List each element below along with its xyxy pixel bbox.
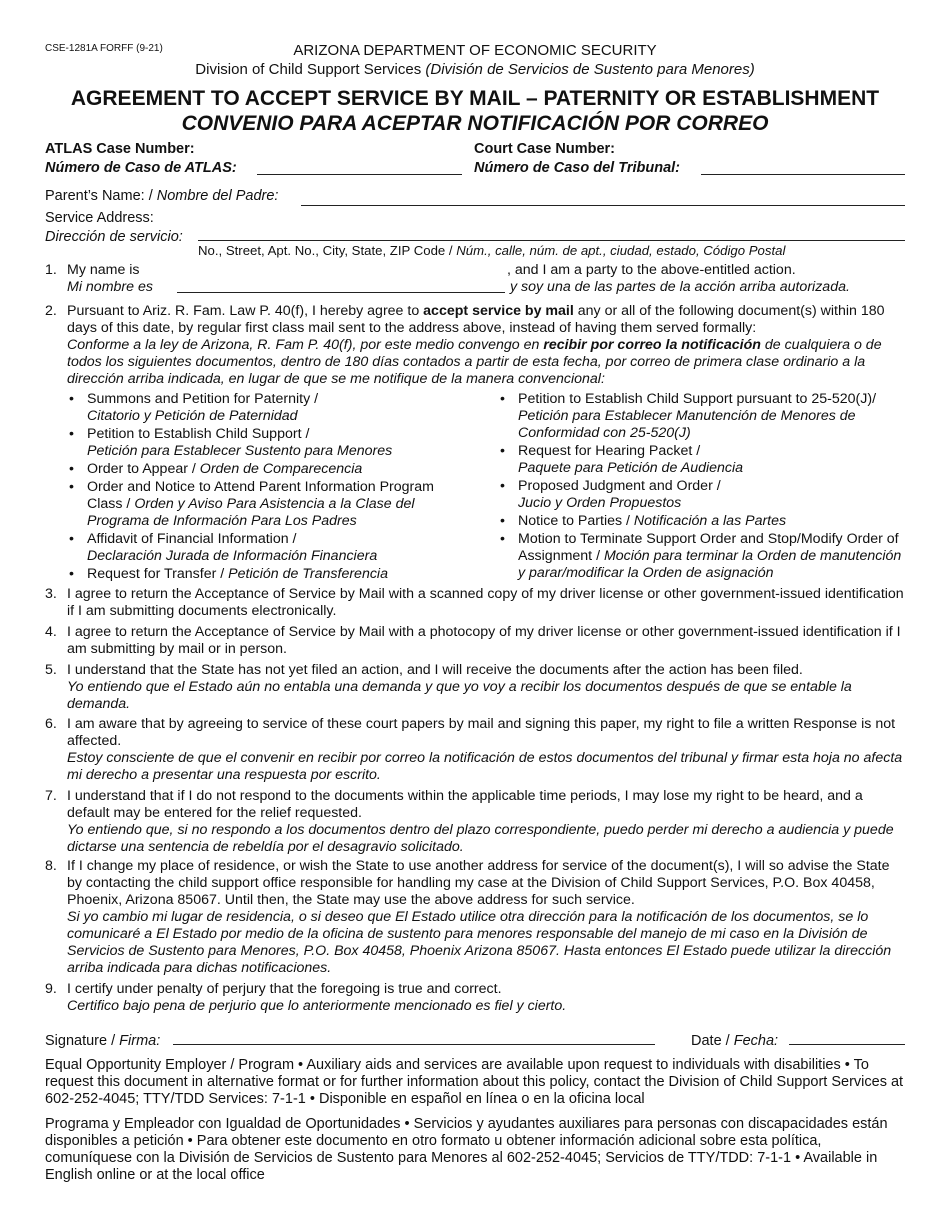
document-en: Summons and Petition for Paternity /	[87, 391, 319, 407]
date-label-es: Fecha:	[733, 1033, 779, 1049]
document-es: Declaración Jurada de Información Financiera	[87, 548, 378, 564]
address-hint	[198, 242, 785, 259]
item-6	[45, 716, 907, 784]
title-en: AGREEMENT TO ACCEPT SERVICE BY MAIL – PATERNITY OR ESTABLISHMENT	[70, 87, 880, 110]
item-text-en: I understand that if I do not respond to the documents within the applicable time periods, I may lose my right to be heard, and a default may be entered for the relief requested.	[67, 788, 863, 821]
address-hint-es: Núm., calle, núm. de apt., ciudad, estado, Código Postal	[456, 243, 786, 258]
item-7	[45, 788, 907, 856]
court-label-es: Número de Caso del Tribunal:	[474, 160, 680, 176]
form-title	[0, 86, 950, 136]
division-en: Division of Child Support Services	[195, 61, 422, 78]
item2-en	[67, 303, 907, 337]
document-es: Petición para Establecer Manutención de Menores de Conformidad con 25-520(J)	[518, 408, 856, 441]
address-hint-en: No., Street, Apt. No., City, State, ZIP Code /	[198, 243, 457, 258]
atlas-label-es: Número de Caso de ATLAS:	[45, 160, 237, 176]
document-en: Notice to Parties /	[518, 513, 634, 529]
item-text-en: I agree to return the Acceptance of Service by Mail with a photocopy of my driver license or other government-issued identification if I am submitting by mail or in person.	[67, 624, 901, 657]
footer-en: Equal Opportunity Employer / Program • Auxiliary aids and services are available upon request to individuals with disabilities • To request this document in alternative format or for further information about this policy, contact the Division of Child Support Services at 602-252-4045; TTY/TDD Services: 7-1-1 • Disponible en español en línea o en la oficina local	[45, 1057, 904, 1107]
item-num: 2.	[45, 303, 57, 319]
name-input[interactable]	[177, 292, 505, 293]
item-num: 4.	[45, 624, 57, 640]
document-es: Notificación a las Partes	[633, 513, 787, 529]
item1-a-es: Mi nombre es	[67, 279, 153, 295]
document-item	[498, 513, 908, 530]
signature-label	[45, 1032, 160, 1051]
item2-es-2: de cualquiera o de todos los siguientes documentos, dentro de 180 días contados a partir de esta fecha, por correo de primera clase ordinario a la dirección arriba indicada, en lugar de que se me notifique de la manera convencional:	[67, 337, 882, 387]
document-en: Petition to Establish Child Support pursuant to 25-520(J)/	[518, 391, 877, 407]
document-es: Petición para Establecer Sustento para Menores	[87, 443, 393, 459]
document-es: Jucio y Orden Propuestos	[518, 495, 682, 511]
document-en: Affidavit of Financial Information /	[87, 531, 297, 547]
document-en: Request for Hearing Packet /	[518, 443, 701, 459]
parent-name-label	[45, 187, 278, 206]
item2-en-2: any or all of the following document(s) within 180 days of this date, by regular first class mail sent to the address above, instead of having them served formally:	[67, 303, 885, 336]
item-1	[45, 262, 907, 296]
atlas-label-en: ATLAS Case Number:	[45, 141, 195, 157]
document-es: Orden de Comparecencia	[199, 461, 363, 477]
document-item	[67, 566, 467, 583]
item1-b-en: , and I am a party to the above-entitled action.	[507, 262, 796, 278]
item2-en-1: Pursuant to Ariz. R. Fam. Law P. 40(f), I hereby agree to	[67, 303, 424, 319]
item-num: 6.	[45, 716, 57, 732]
document-en: Motion to Terminate Support Order and Stop/Modify Order of Assignment /	[518, 531, 899, 564]
item-num: 1.	[45, 262, 57, 278]
service-address-input[interactable]	[198, 240, 905, 241]
document-es: Citatorio y Petición de Paternidad	[87, 408, 298, 424]
document-es: Paquete para Petición de Audiencia	[518, 460, 744, 476]
item-8	[45, 858, 907, 977]
court-label-en: Court Case Number:	[474, 141, 615, 157]
item-text-en: I am aware that by agreeing to service of these court papers by mail and signing this paper, my right to file a written Response is not affected.	[67, 716, 896, 749]
document-item	[498, 478, 908, 512]
division-line	[0, 60, 950, 79]
title-es: CONVENIO PARA ACEPTAR NOTIFICACIÓN POR CORREO	[181, 112, 769, 135]
documents-list-right	[498, 391, 908, 583]
item-text-en: I certify under penalty of perjury that the foregoing is true and correct.	[67, 981, 502, 997]
document-item	[498, 531, 908, 582]
item-num: 5.	[45, 662, 57, 678]
document-en: Petition to Establish Child Support /	[87, 426, 310, 442]
service-label-es: Dirección de servicio:	[45, 229, 183, 245]
signature-label-en: Signature /	[45, 1033, 120, 1049]
date-label-en: Date /	[691, 1033, 734, 1049]
documents-list-left	[67, 391, 467, 584]
parent-label-es: Nombre del Padre:	[156, 188, 279, 204]
document-en: Order to Appear /	[87, 461, 200, 477]
document-en: Proposed Judgment and Order /	[518, 478, 721, 494]
item-9	[45, 981, 907, 1015]
item-num: 8.	[45, 858, 57, 874]
item2-es-bold: recibir por correo la notificación	[543, 337, 761, 353]
document-es: Petición de Transferencia	[228, 566, 388, 582]
item-text-es: Si yo cambio mi lugar de residencia, o si deseo que El Estado utilice otra dirección para la notificación de los documentos, se lo comunicaré a El Estado por medio de la oficina de sustento para menores responsable del manejo de mi caso en la División de Servicios de Sustento para Menores, P.O. Box 40458, Phoenix Arizona 85067. Hasta entonces El Estado puede utilizar la dirección arriba indicada para dichas notificaciones.	[67, 909, 892, 976]
item-text-en: I agree to return the Acceptance of Service by Mail with a scanned copy of my driver license or other government-issued identification if I am submitting documents electronically.	[67, 586, 904, 619]
item-text-es: Yo entiendo que el Estado aún no entabla una demanda y que yo voy a recibir los documentos después de que se entable la demanda.	[67, 679, 852, 712]
footer-es: Programa y Empleador con Igualdad de Oportunidades • Servicios y ayudantes auxiliares para personas con discapacidades están disponibles a petición • Para obtener este documento en otro formato u obtener información adicional sobre esta política, comuníquese con la División de Servicios de Sustento para Menores al 602-252-4045; Servicios de TTY/TDD: 7-1-1 • Available in English online or at the local office	[45, 1116, 888, 1183]
item-text-es: Certifico bajo pena de perjurio que lo anteriormente mencionado es fiel y cierto.	[67, 998, 567, 1014]
division-es: (División de Servicios de Sustento para Menores)	[425, 61, 755, 78]
atlas-case-field	[45, 140, 237, 178]
court-case-field	[474, 140, 680, 178]
item-2	[45, 303, 907, 388]
signature-input[interactable]	[173, 1044, 655, 1045]
item-num: 9.	[45, 981, 57, 997]
date-label	[691, 1032, 778, 1051]
form-id: CSE-1281A FORFF (9-21)	[45, 43, 163, 54]
item-text-es: Yo entiendo que, si no respondo a los documentos dentro del plazo correspondiente, puedo perder mi derecho a audiencia y puede dictarse una sentencia de rebeldía por el desagravio solicitado.	[67, 822, 894, 855]
date-input[interactable]	[789, 1044, 905, 1045]
item2-en-bold: accept service by mail	[423, 303, 574, 319]
document-en: Request for Transfer /	[87, 566, 229, 582]
agency-name: ARIZONA DEPARTMENT OF ECONOMIC SECURITY	[293, 42, 657, 59]
item-text-es: Estoy consciente de que el convenir en recibir por correo la notificación de estos documentos del tribunal y firmar esta hoja no afecta mi derecho a presentar una respuesta por escrito.	[67, 750, 903, 783]
item1-a-en: My name is	[67, 262, 140, 278]
court-case-input[interactable]	[701, 174, 905, 175]
document-item	[67, 479, 467, 530]
agency-header	[0, 41, 950, 79]
document-item	[67, 426, 467, 460]
item2-es-1: Conforme a la ley de Arizona, R. Fam P. 40(f), por este medio convengo en	[67, 337, 544, 353]
item2-es	[67, 337, 907, 388]
item-num: 3.	[45, 586, 57, 602]
item-num: 7.	[45, 788, 57, 804]
service-label-en: Service Address:	[45, 210, 154, 226]
document-es: Orden y Aviso Para Asistencia a la Clase del Programa de Información Para Los Padres	[87, 496, 415, 529]
item-3	[45, 586, 907, 620]
parent-label-en: Parent’s Name: /	[45, 188, 157, 204]
item-text-en: I understand that the State has not yet filed an action, and I will receive the documents after the action has been filed.	[67, 662, 803, 678]
document-item	[67, 461, 467, 478]
service-address-label	[45, 209, 183, 247]
signature-label-es: Firma:	[119, 1033, 161, 1049]
item-5	[45, 662, 907, 713]
item-4	[45, 624, 907, 658]
item-text-en: If I change my place of residence, or wish the State to use another address for service of the document(s), I will so advise the State by contacting the child support office responsible for handling my case at the Division of Child Support Services, P.O. Box 40458, Phoenix, Arizona 85067. Until then, the State may use the above address for such service.	[67, 858, 890, 908]
atlas-case-input[interactable]	[257, 174, 462, 175]
document-item	[67, 531, 467, 565]
document-item	[498, 443, 908, 477]
parent-name-input[interactable]	[301, 205, 905, 206]
item1-b-es: y soy una de las partes de la acción arriba autorizada.	[510, 279, 850, 295]
document-item	[498, 391, 908, 442]
document-item	[67, 391, 467, 425]
document-es: Moción para terminar la Orden de manutención y parar/modificar la Orden de asignación	[518, 548, 902, 581]
document-en: Order and Notice to Attend Parent Information Program Class /	[87, 479, 434, 512]
